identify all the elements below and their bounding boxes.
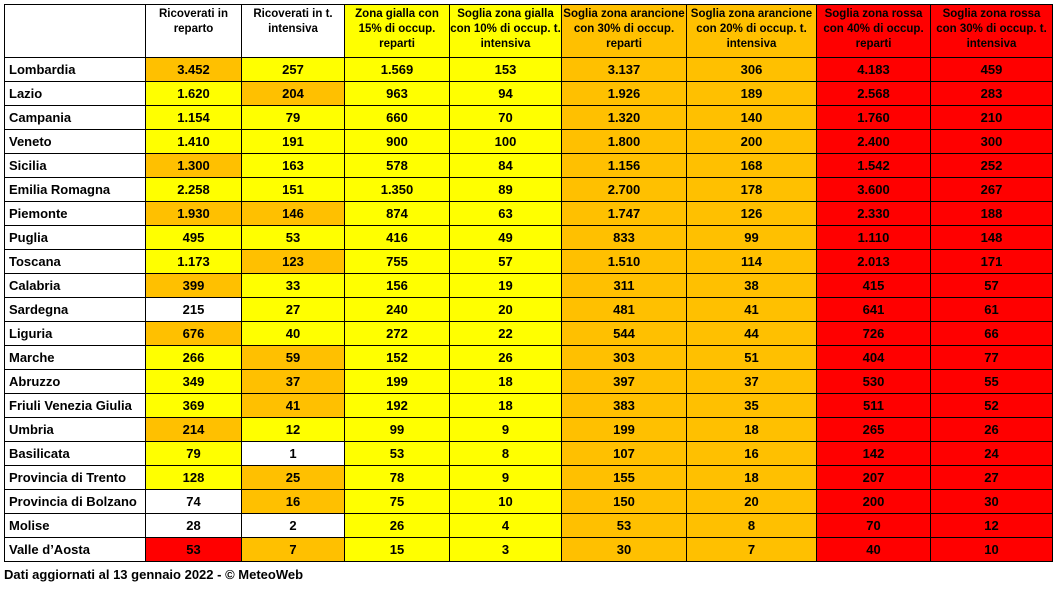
value-cell: 171 xyxy=(931,250,1053,274)
value-cell: 578 xyxy=(345,154,450,178)
value-cell: 192 xyxy=(345,394,450,418)
value-cell: 1.760 xyxy=(817,106,931,130)
header-row xyxy=(5,5,1053,58)
value-cell: 3 xyxy=(450,538,562,562)
region-name: Lazio xyxy=(5,82,146,106)
value-cell: 59 xyxy=(242,346,345,370)
value-cell: 200 xyxy=(687,130,817,154)
value-cell: 3.452 xyxy=(146,58,242,82)
value-cell: 397 xyxy=(562,370,687,394)
value-cell: 40 xyxy=(817,538,931,562)
value-cell: 204 xyxy=(242,82,345,106)
value-cell: 28 xyxy=(146,514,242,538)
value-cell: 40 xyxy=(242,322,345,346)
value-cell: 207 xyxy=(817,466,931,490)
value-cell: 142 xyxy=(817,442,931,466)
table-row xyxy=(5,202,1053,226)
value-cell: 2.258 xyxy=(146,178,242,202)
value-cell: 19 xyxy=(450,274,562,298)
value-cell: 89 xyxy=(450,178,562,202)
value-cell: 874 xyxy=(345,202,450,226)
value-cell: 26 xyxy=(345,514,450,538)
value-cell: 123 xyxy=(242,250,345,274)
value-cell: 199 xyxy=(345,370,450,394)
value-cell: 2 xyxy=(242,514,345,538)
value-cell: 37 xyxy=(242,370,345,394)
value-cell: 26 xyxy=(931,418,1053,442)
region-name: Abruzzo xyxy=(5,370,146,394)
table-row xyxy=(5,250,1053,274)
region-name: Marche xyxy=(5,346,146,370)
value-cell: 2.400 xyxy=(817,130,931,154)
value-cell: 660 xyxy=(345,106,450,130)
value-cell: 155 xyxy=(562,466,687,490)
value-cell: 57 xyxy=(931,274,1053,298)
value-cell: 252 xyxy=(931,154,1053,178)
value-cell: 1.930 xyxy=(146,202,242,226)
value-cell: 1.510 xyxy=(562,250,687,274)
value-cell: 188 xyxy=(931,202,1053,226)
table-row xyxy=(5,490,1053,514)
value-cell: 114 xyxy=(687,250,817,274)
value-cell: 74 xyxy=(146,490,242,514)
value-cell: 2.013 xyxy=(817,250,931,274)
value-cell: 189 xyxy=(687,82,817,106)
column-header: Soglia zona rossa con 40% di occup. reparti xyxy=(817,5,931,58)
value-cell: 191 xyxy=(242,130,345,154)
value-cell: 148 xyxy=(931,226,1053,250)
value-cell: 311 xyxy=(562,274,687,298)
value-cell: 1 xyxy=(242,442,345,466)
value-cell: 215 xyxy=(146,298,242,322)
table-row xyxy=(5,442,1053,466)
region-name: Emilia Romagna xyxy=(5,178,146,202)
value-cell: 44 xyxy=(687,322,817,346)
value-cell: 70 xyxy=(450,106,562,130)
value-cell: 30 xyxy=(562,538,687,562)
table-row xyxy=(5,130,1053,154)
value-cell: 57 xyxy=(450,250,562,274)
value-cell: 7 xyxy=(687,538,817,562)
value-cell: 18 xyxy=(687,418,817,442)
value-cell: 1.300 xyxy=(146,154,242,178)
value-cell: 153 xyxy=(450,58,562,82)
value-cell: 99 xyxy=(345,418,450,442)
value-cell: 1.154 xyxy=(146,106,242,130)
value-cell: 107 xyxy=(562,442,687,466)
value-cell: 399 xyxy=(146,274,242,298)
value-cell: 9 xyxy=(450,418,562,442)
column-header: Zona gialla con 15% di occup. reparti xyxy=(345,5,450,58)
value-cell: 94 xyxy=(450,82,562,106)
value-cell: 30 xyxy=(931,490,1053,514)
value-cell: 70 xyxy=(817,514,931,538)
table-row xyxy=(5,538,1053,562)
value-cell: 963 xyxy=(345,82,450,106)
value-cell: 1.542 xyxy=(817,154,931,178)
table-row xyxy=(5,154,1053,178)
region-name: Piemonte xyxy=(5,202,146,226)
value-cell: 676 xyxy=(146,322,242,346)
value-cell: 18 xyxy=(450,394,562,418)
value-cell: 84 xyxy=(450,154,562,178)
value-cell: 151 xyxy=(242,178,345,202)
value-cell: 1.569 xyxy=(345,58,450,82)
value-cell: 99 xyxy=(687,226,817,250)
value-cell: 1.800 xyxy=(562,130,687,154)
value-cell: 416 xyxy=(345,226,450,250)
value-cell: 35 xyxy=(687,394,817,418)
value-cell: 52 xyxy=(931,394,1053,418)
value-cell: 140 xyxy=(687,106,817,130)
value-cell: 100 xyxy=(450,130,562,154)
table-row xyxy=(5,322,1053,346)
region-name: Calabria xyxy=(5,274,146,298)
value-cell: 1.110 xyxy=(817,226,931,250)
value-cell: 55 xyxy=(931,370,1053,394)
value-cell: 900 xyxy=(345,130,450,154)
value-cell: 26 xyxy=(450,346,562,370)
region-name: Friuli Venezia Giulia xyxy=(5,394,146,418)
table-row xyxy=(5,370,1053,394)
value-cell: 544 xyxy=(562,322,687,346)
value-cell: 12 xyxy=(931,514,1053,538)
value-cell: 41 xyxy=(687,298,817,322)
value-cell: 178 xyxy=(687,178,817,202)
value-cell: 300 xyxy=(931,130,1053,154)
table-row xyxy=(5,418,1053,442)
value-cell: 41 xyxy=(242,394,345,418)
value-cell: 369 xyxy=(146,394,242,418)
value-cell: 33 xyxy=(242,274,345,298)
column-header: Ricoverati in t. intensiva xyxy=(242,5,345,58)
value-cell: 9 xyxy=(450,466,562,490)
value-cell: 1.173 xyxy=(146,250,242,274)
value-cell: 1.620 xyxy=(146,82,242,106)
region-name: Toscana xyxy=(5,250,146,274)
value-cell: 22 xyxy=(450,322,562,346)
value-cell: 51 xyxy=(687,346,817,370)
value-cell: 210 xyxy=(931,106,1053,130)
value-cell: 415 xyxy=(817,274,931,298)
value-cell: 2.330 xyxy=(817,202,931,226)
value-cell: 150 xyxy=(562,490,687,514)
value-cell: 53 xyxy=(345,442,450,466)
value-cell: 18 xyxy=(687,466,817,490)
value-cell: 755 xyxy=(345,250,450,274)
value-cell: 1.926 xyxy=(562,82,687,106)
table-header xyxy=(5,5,1053,58)
value-cell: 24 xyxy=(931,442,1053,466)
value-cell: 495 xyxy=(146,226,242,250)
table-row xyxy=(5,298,1053,322)
value-cell: 265 xyxy=(817,418,931,442)
table-row xyxy=(5,466,1053,490)
region-name: Veneto xyxy=(5,130,146,154)
value-cell: 459 xyxy=(931,58,1053,82)
value-cell: 79 xyxy=(242,106,345,130)
value-cell: 128 xyxy=(146,466,242,490)
value-cell: 25 xyxy=(242,466,345,490)
value-cell: 1.156 xyxy=(562,154,687,178)
value-cell: 15 xyxy=(345,538,450,562)
column-header: Ricoverati in reparto xyxy=(146,5,242,58)
table-row xyxy=(5,274,1053,298)
value-cell: 7 xyxy=(242,538,345,562)
value-cell: 266 xyxy=(146,346,242,370)
value-cell: 2.700 xyxy=(562,178,687,202)
value-cell: 152 xyxy=(345,346,450,370)
value-cell: 146 xyxy=(242,202,345,226)
region-name: Lombardia xyxy=(5,58,146,82)
value-cell: 79 xyxy=(146,442,242,466)
value-cell: 10 xyxy=(931,538,1053,562)
value-cell: 200 xyxy=(817,490,931,514)
value-cell: 10 xyxy=(450,490,562,514)
value-cell: 383 xyxy=(562,394,687,418)
value-cell: 833 xyxy=(562,226,687,250)
value-cell: 18 xyxy=(450,370,562,394)
value-cell: 53 xyxy=(562,514,687,538)
value-cell: 53 xyxy=(146,538,242,562)
value-cell: 4 xyxy=(450,514,562,538)
table-row xyxy=(5,346,1053,370)
value-cell: 1.350 xyxy=(345,178,450,202)
table-row xyxy=(5,106,1053,130)
region-name: Liguria xyxy=(5,322,146,346)
value-cell: 49 xyxy=(450,226,562,250)
value-cell: 306 xyxy=(687,58,817,82)
column-header: Soglia zona arancione con 30% di occup. reparti xyxy=(562,5,687,58)
value-cell: 163 xyxy=(242,154,345,178)
column-header: Soglia zona arancione con 20% di occup. t. intensiva xyxy=(687,5,817,58)
value-cell: 199 xyxy=(562,418,687,442)
value-cell: 349 xyxy=(146,370,242,394)
value-cell: 530 xyxy=(817,370,931,394)
value-cell: 404 xyxy=(817,346,931,370)
column-header: Soglia zona rossa con 30% di occup. t. intensiva xyxy=(931,5,1053,58)
value-cell: 641 xyxy=(817,298,931,322)
region-name: Umbria xyxy=(5,418,146,442)
region-name: Molise xyxy=(5,514,146,538)
value-cell: 63 xyxy=(450,202,562,226)
value-cell: 267 xyxy=(931,178,1053,202)
region-name: Campania xyxy=(5,106,146,130)
value-cell: 78 xyxy=(345,466,450,490)
value-cell: 126 xyxy=(687,202,817,226)
value-cell: 8 xyxy=(450,442,562,466)
value-cell: 726 xyxy=(817,322,931,346)
value-cell: 214 xyxy=(146,418,242,442)
value-cell: 240 xyxy=(345,298,450,322)
footer-note: Dati aggiornati al 13 gennaio 2022 - © MeteoWeb xyxy=(4,567,304,582)
value-cell: 168 xyxy=(687,154,817,178)
region-name: Puglia xyxy=(5,226,146,250)
region-name: Provincia di Trento xyxy=(5,466,146,490)
value-cell: 61 xyxy=(931,298,1053,322)
table-row xyxy=(5,58,1053,82)
value-cell: 257 xyxy=(242,58,345,82)
value-cell: 20 xyxy=(687,490,817,514)
value-cell: 38 xyxy=(687,274,817,298)
value-cell: 27 xyxy=(242,298,345,322)
data-table-container xyxy=(4,4,1052,562)
table-row xyxy=(5,226,1053,250)
value-cell: 66 xyxy=(931,322,1053,346)
region-name: Basilicata xyxy=(5,442,146,466)
value-cell: 12 xyxy=(242,418,345,442)
header-corner xyxy=(5,5,146,58)
value-cell: 20 xyxy=(450,298,562,322)
region-name: Sardegna xyxy=(5,298,146,322)
value-cell: 77 xyxy=(931,346,1053,370)
region-name: Provincia di Bolzano xyxy=(5,490,146,514)
value-cell: 75 xyxy=(345,490,450,514)
value-cell: 16 xyxy=(242,490,345,514)
value-cell: 3.600 xyxy=(817,178,931,202)
region-name: Sicilia xyxy=(5,154,146,178)
table-row xyxy=(5,178,1053,202)
value-cell: 37 xyxy=(687,370,817,394)
table-row xyxy=(5,394,1053,418)
value-cell: 8 xyxy=(687,514,817,538)
value-cell: 3.137 xyxy=(562,58,687,82)
value-cell: 1.320 xyxy=(562,106,687,130)
value-cell: 481 xyxy=(562,298,687,322)
table-row xyxy=(5,82,1053,106)
value-cell: 511 xyxy=(817,394,931,418)
value-cell: 283 xyxy=(931,82,1053,106)
region-name: Valle d’Aosta xyxy=(5,538,146,562)
value-cell: 2.568 xyxy=(817,82,931,106)
value-cell: 303 xyxy=(562,346,687,370)
value-cell: 156 xyxy=(345,274,450,298)
table-body xyxy=(5,58,1053,562)
value-cell: 16 xyxy=(687,442,817,466)
table-row xyxy=(5,514,1053,538)
value-cell: 53 xyxy=(242,226,345,250)
hospital-occupancy-table xyxy=(4,4,1053,562)
value-cell: 27 xyxy=(931,466,1053,490)
value-cell: 1.410 xyxy=(146,130,242,154)
column-header: Soglia zona gialla con 10% di occup. t. intensiva xyxy=(450,5,562,58)
value-cell: 4.183 xyxy=(817,58,931,82)
value-cell: 272 xyxy=(345,322,450,346)
value-cell: 1.747 xyxy=(562,202,687,226)
